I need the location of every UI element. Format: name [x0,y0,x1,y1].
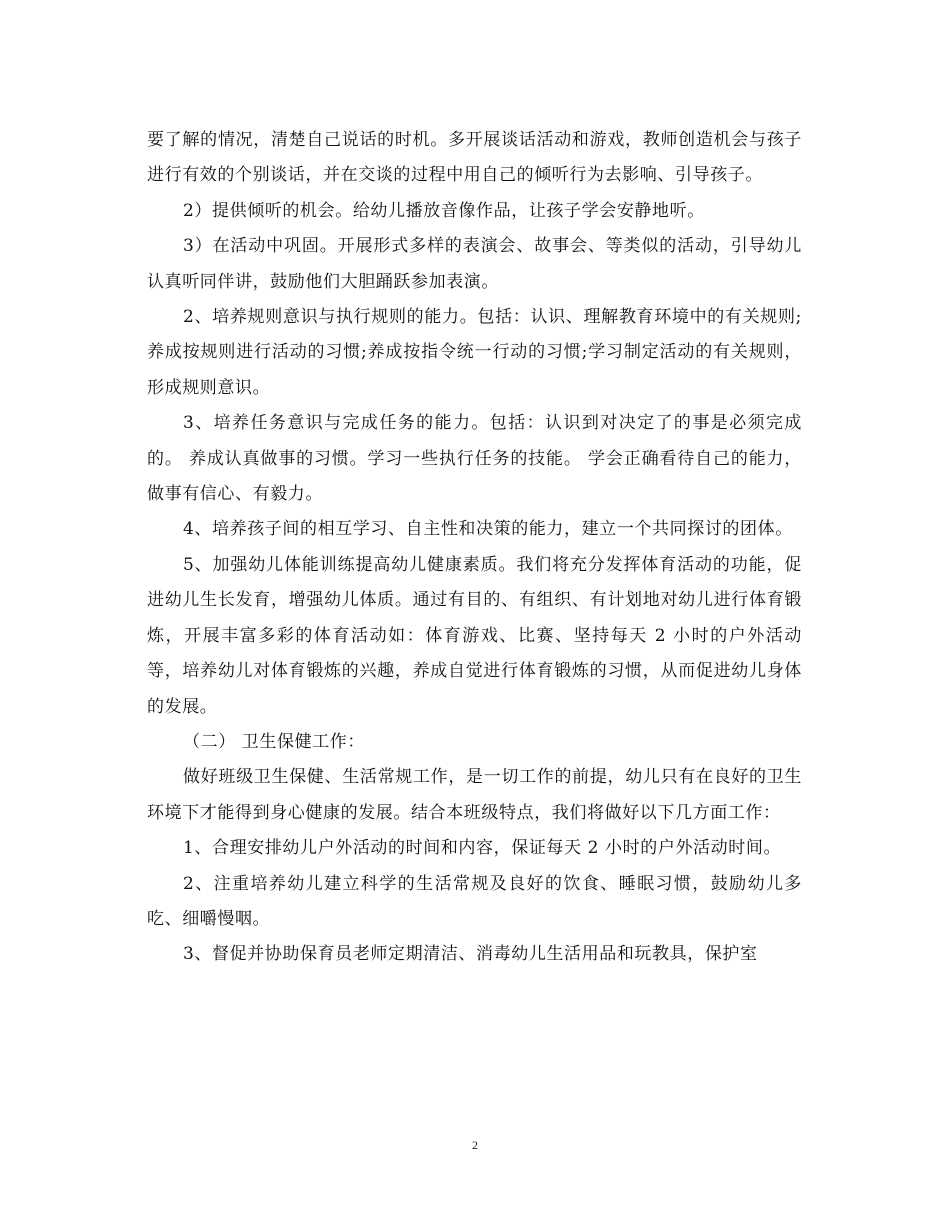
paragraph-7: 5、加强幼儿体能训练提高幼儿健康素质。我们将充分发挥体育活动的功能，促进幼儿生长发育，增强幼儿体质。通过有目的、有组织、有计划地对幼儿进行体育锻炼，开展丰富多彩的体育活动如：体育游戏、比赛、坚持每天 2 小时的户外活动等，培养幼儿对体育锻炼的兴趣，养成自觉进行体育锻炼的习惯，从而促进幼儿身体的发展。 [147,554,802,717]
paragraph-10: 1、合理安排幼儿户外活动的时间和内容，保证每天 2 小时的户外活动时间。 [183,838,782,859]
paragraph-3: 3）在活动中巩固。开展形式多样的表演会、故事会、等类似的活动，引导幼儿认真听同伴讲，鼓励他们大胆踊跃参加表演。 [147,236,802,292]
paragraph-4: 2、培养规则意识与执行规则的能力。包括：认识、理解教育环境中的有关规则;养成按规则进行活动的习惯;养成按指令统一行动的习惯;学习制定活动的有关规则，形成规则意识。 [147,307,802,398]
paragraph-1: 要了解的情况，清楚自己说话的时机。多开展谈话活动和游戏，教师创造机会与孩子进行有效的个别谈话，并在交谈的过程中用自己的倾听行为去影响、引导孩子。 [147,130,802,186]
document-body [147,123,802,973]
paragraph-9: 做好班级卫生保健、生活常规工作，是一切工作的前提，幼儿只有在良好的卫生环境下才能得到身心健康的发展。结合本班级特点，我们将做好以下几方面工作： [147,767,802,823]
paragraph-11: 2、注重培养幼儿建立科学的生活常规及良好的饮食、睡眠习惯，鼓励幼儿多吃、细嚼慢咽。 [147,873,802,929]
paragraph-2: 2）提供倾听的机会。给幼儿播放音像作品，让孩子学会安静地听。 [183,200,705,221]
paragraph-12: 3、督促并协助保育员老师定期清洁、消毒幼儿生活用品和玩教具，保护室 [183,944,758,965]
paragraph-6: 4、培养孩子间的相互学习、自主性和决策的能力，建立一个共同探讨的团体。 [183,519,793,540]
section-heading: （二） 卫生保健工作： [183,731,366,752]
paragraph-5: 3、培养任务意识与完成任务的能力。包括：认识到对决定了的事是必须完成的。 养成认真做事的习惯。学习一些执行任务的技能。 学会正确看待自己的能力，做事有信心、有毅力。 [147,413,802,505]
page-number: 2 [472,1138,478,1152]
